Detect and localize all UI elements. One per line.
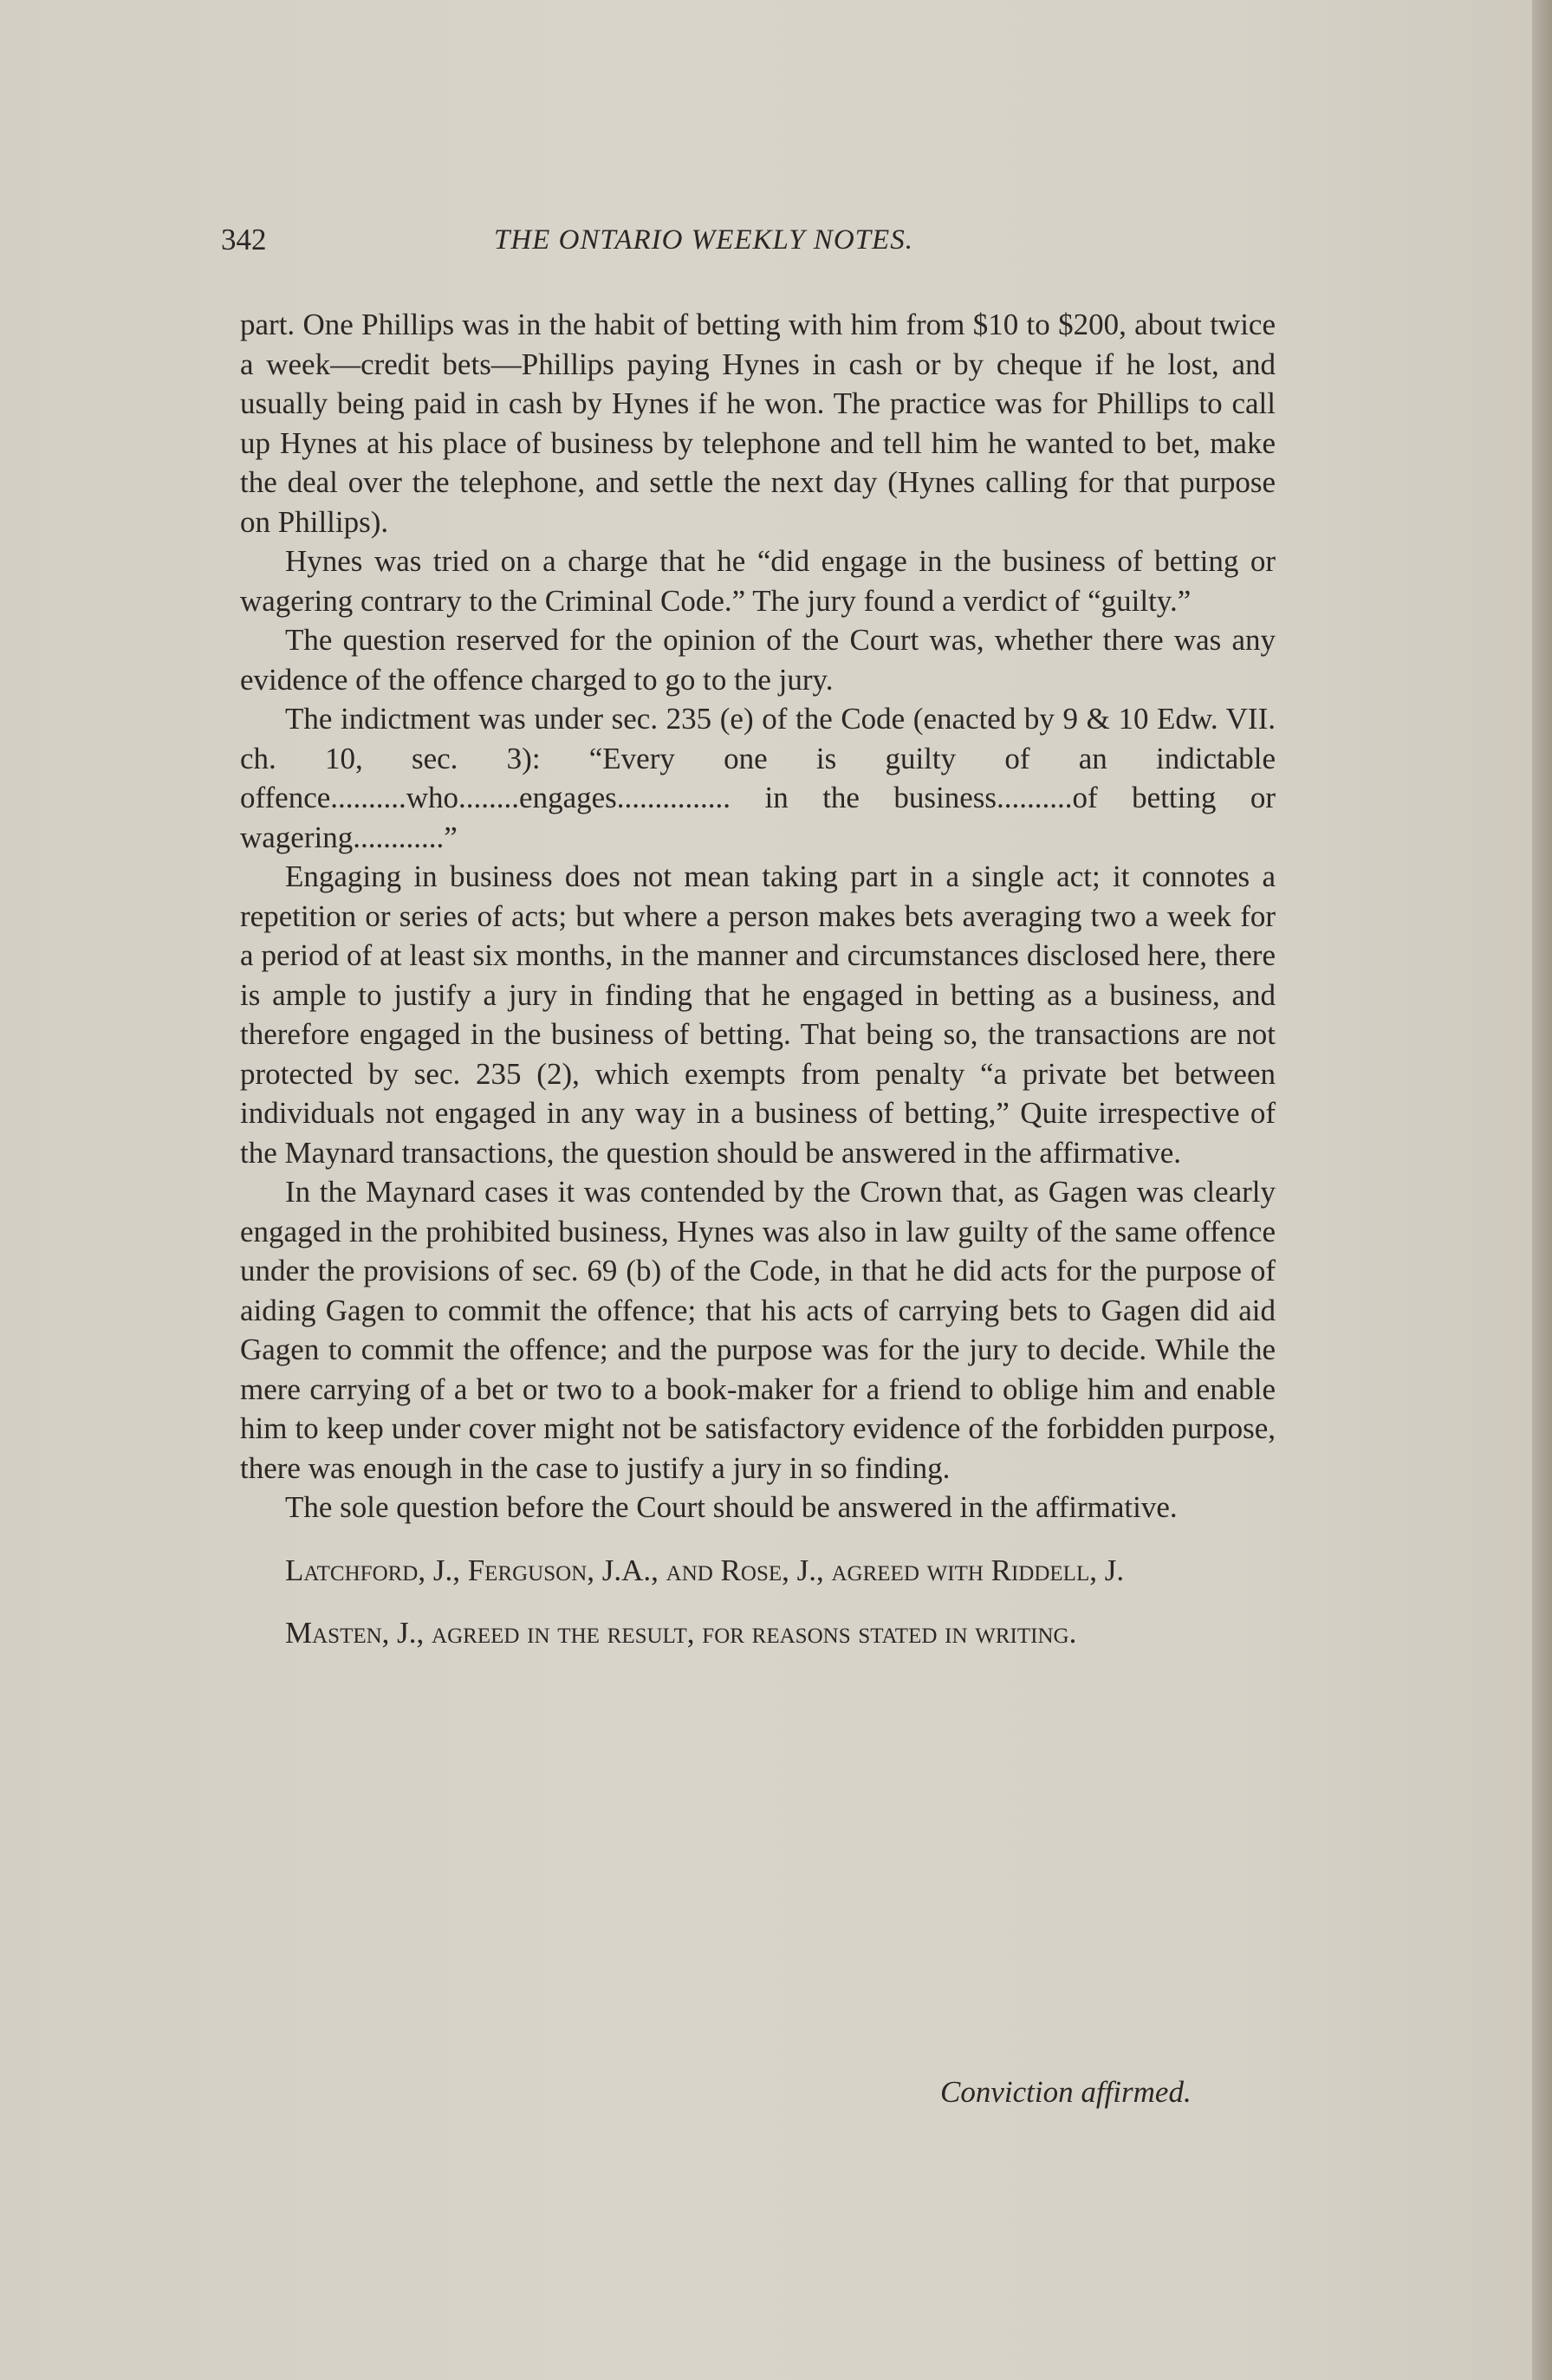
paragraph: Hynes was tried on a charge that he “did engage in the business of betting or wagering contrary to the Criminal Code.” The jury found a verdict of “guilty.” xyxy=(240,544,1276,618)
judge-concurrence: Masten, J., agreed in the result, for reasons stated in writing. xyxy=(285,1616,1077,1650)
page-header xyxy=(221,218,1270,262)
paragraph: The indictment was under sec. 235 (e) of the Code (enacted by 9 & 10 Edw. VII. ch. 10, sec. 3): “Every one is guilty of an indictable offence..........who........engages............... in the business..........of betting or wagering............” xyxy=(240,702,1276,854)
page-edge xyxy=(1532,0,1552,2380)
paragraph: In the Maynard cases it was contended by the Crown that, as Gagen was clearly engaged in the prohibited business, Hynes was also in law guilty of the same offence under the provisions of sec. 69 (b) of the Code, in that he did acts for the purpose of aiding Gagen to commit the offence; that his acts of carrying bets to Gagen did aid Gagen to commit the offence; and the purpose was for the jury to decide. While the mere carrying of a bet or two to a book-maker for a friend to oblige him and enable him to keep under cover might not be satisfactory evidence of the forbidden purpose, there was enough in the case to justify a jury in so finding. xyxy=(240,1175,1276,1485)
paragraph: Engaging in business does not mean taking part in a single act; it connotes a repetition or series of acts; but where a person makes bets averaging two a week for a period of at least six months, in the manner and circumstances disclosed here, there is ample to justify a jury in finding that he engaged in betting as a business, and therefore engaged in the business of betting. That being so, the transactions are not protected by sec. 235 (2), which exempts from penalty “a private bet between individuals not engaged in any way in a business of betting,” Quite irrespective of the Maynard transactions, the question should be answered in the affirmative. xyxy=(240,859,1276,1170)
running-title: THE ONTARIO WEEKLY NOTES. xyxy=(494,224,913,256)
page-number: 342 xyxy=(221,223,267,256)
paragraph: The question reserved for the opinion of the Court was, whether there was any evidence of the offence charged to go to the jury. xyxy=(240,623,1276,697)
judges-agreement: Latchford, J., Ferguson, J.A., and Rose, J., agreed with Riddell, J. xyxy=(285,1553,1125,1587)
paragraph: The sole question before the Court should be answered in the affirmative. xyxy=(285,1490,1178,1524)
disposition: Conviction affirmed. xyxy=(940,2075,1192,2109)
body-text xyxy=(240,305,1276,1653)
paragraph: part. One Phillips was in the habit of betting with him from $10 to $200, about twice a week—credit bets—Phillips paying Hynes in cash or by cheque if he lost, and usually being paid in cash by Hynes if he won. The practice was for Phillips to call up Hynes at his place of business by telephone and tell him he wanted to bet, make the deal over the telephone, and settle the next day (Hynes calling for that purpose on Phillips). xyxy=(240,308,1276,539)
